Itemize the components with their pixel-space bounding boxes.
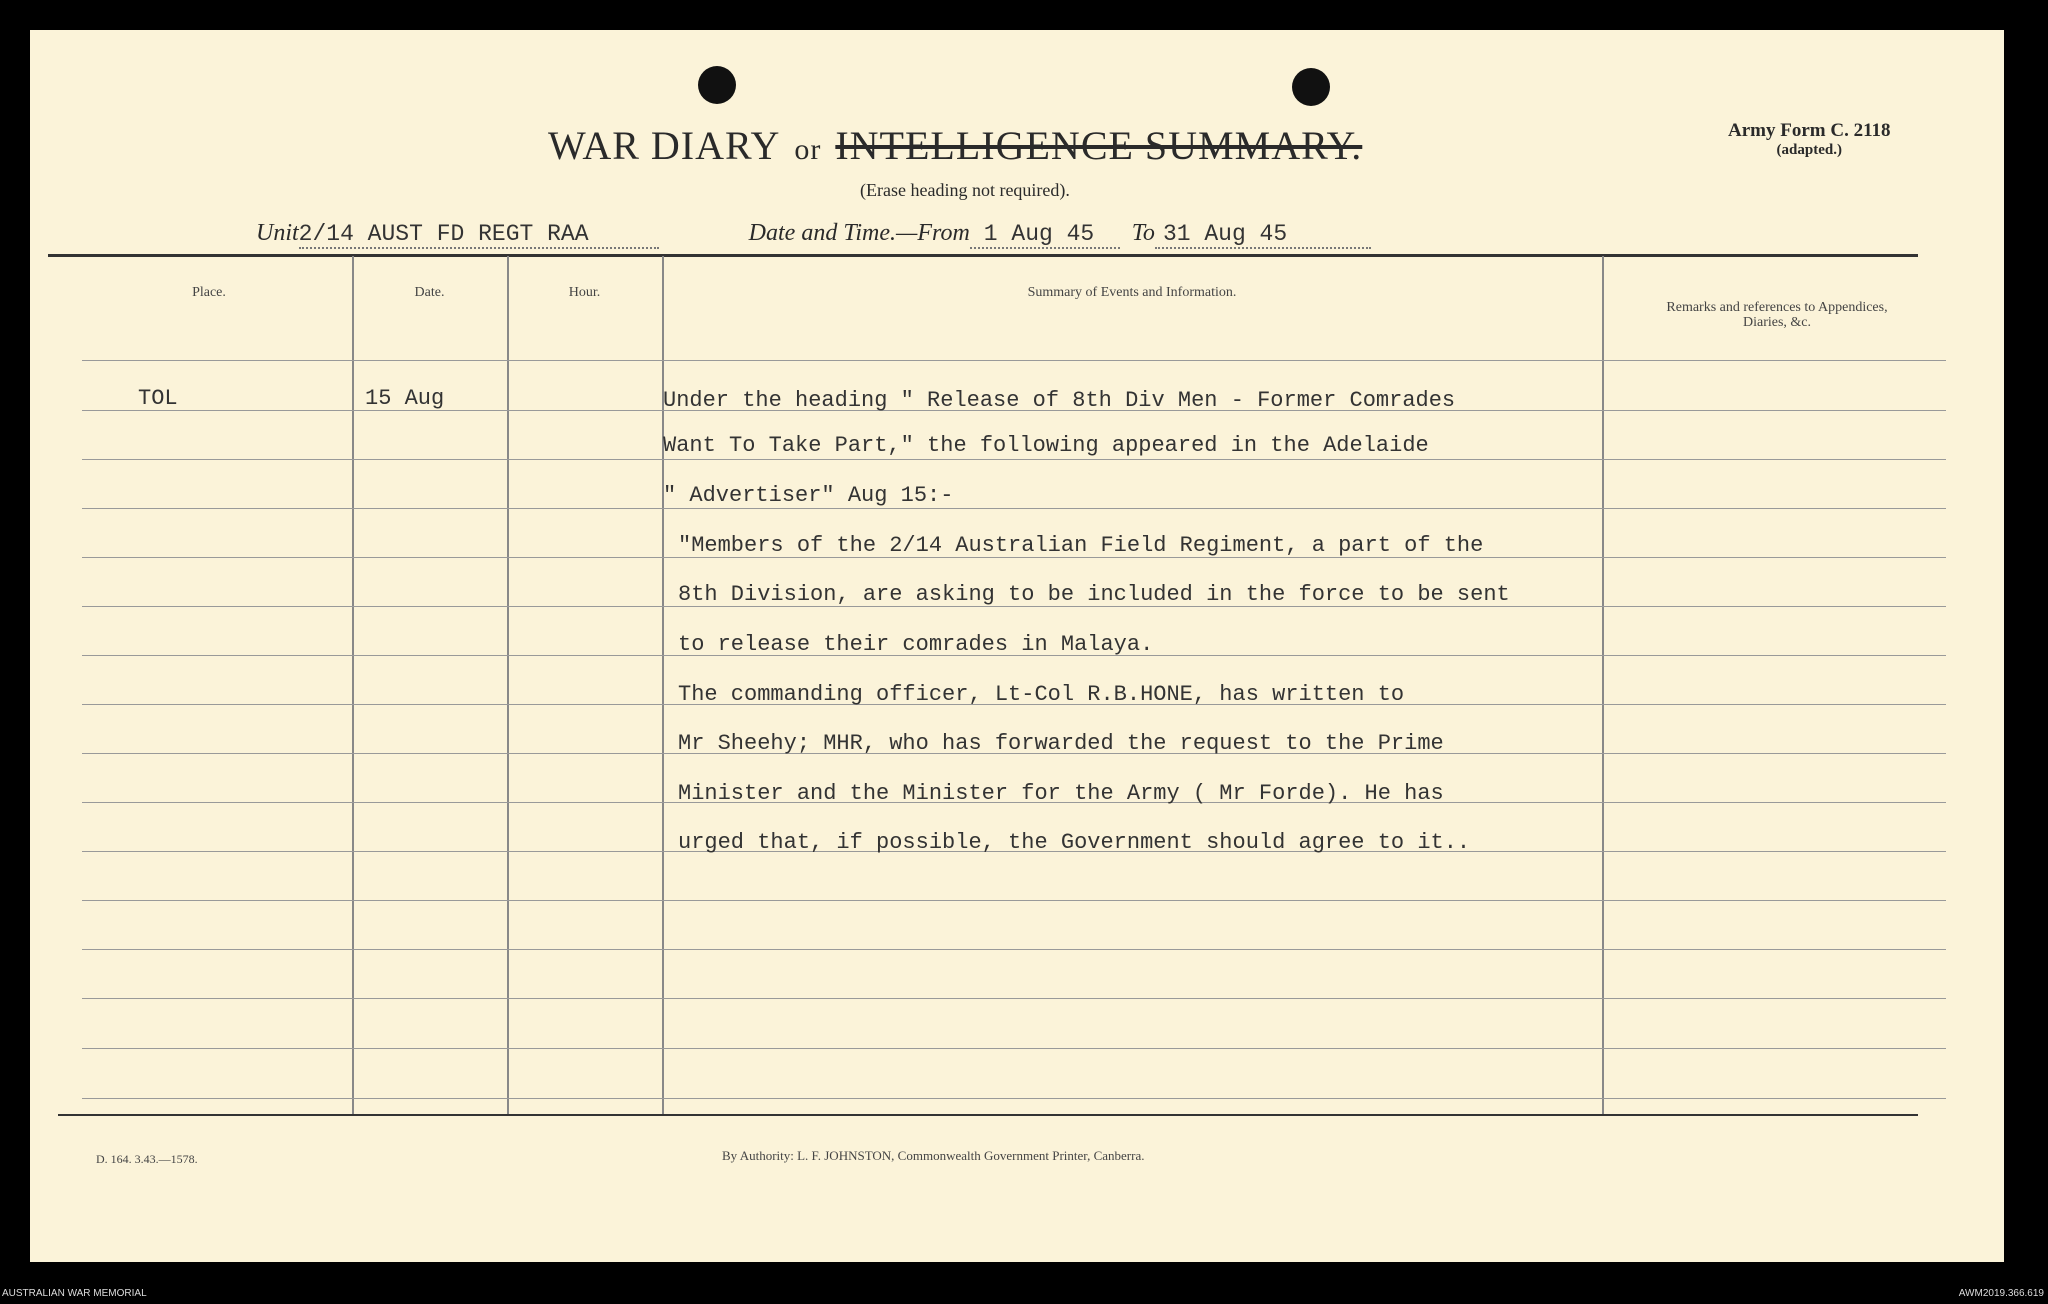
column-header-place: Place. [192, 285, 226, 300]
column-header-summary: Summary of Events and Information. [1027, 285, 1237, 300]
army-form-number: Army Form C. 2118 [1728, 120, 1891, 141]
document-title [548, 122, 1362, 169]
summary-line: 8th Division, are asking to be included in the force to be sent [678, 582, 1510, 607]
table-bottom-rule [58, 1114, 1918, 1116]
entry-date: 15 Aug [365, 386, 445, 411]
form-code: D. 164. 3.43.—1578. [96, 1152, 198, 1166]
erase-note: (Erase heading not required). [860, 180, 1070, 200]
summary-line: " Advertiser" Aug 15:- [663, 483, 954, 508]
entry-place: TOL [138, 386, 178, 411]
column-divider [1602, 256, 1604, 1114]
column-divider [507, 256, 509, 1114]
table-top-rule [48, 254, 1918, 257]
caption-right: AWM2019.366.619 [1958, 1288, 2044, 1299]
unit-date-line [256, 220, 1371, 249]
table-rule-line [82, 998, 1946, 999]
title-war-diary: WAR DIARY [548, 123, 781, 168]
column-divider [662, 256, 664, 1114]
punch-hole-right [1292, 68, 1330, 106]
title-or: or [794, 133, 822, 166]
column-header-date: Date. [414, 285, 445, 300]
table-rule-line [82, 949, 1946, 950]
column-divider [352, 256, 354, 1114]
army-form-adapted: (adapted.) [1776, 141, 1842, 158]
summary-line: Mr Sheehy; MHR, who has forwarded the request to the Prime [678, 731, 1444, 756]
title-struck-heading: INTELLIGENCE SUMMARY. [835, 123, 1363, 168]
column-header-remarks: Remarks and references to Appendices, Diaries, &c. [1666, 300, 1888, 331]
summary-line: "Members of the 2/14 Australian Field Regiment, a part of the [678, 533, 1484, 558]
from-field [970, 220, 1120, 249]
table-rule-line [82, 900, 1946, 901]
punch-hole-left [698, 66, 736, 104]
army-form-label [1728, 120, 1891, 159]
from-value: 1 Aug 45 [983, 221, 1095, 247]
summary-line: Want To Take Part," the following appeared in the Adelaide [663, 433, 1429, 458]
summary-line: to release their comrades in Malaya. [678, 632, 1154, 657]
table-rule-line [82, 1098, 1946, 1099]
summary-line: Minister and the Minister for the Army ( Mr Forde). He has [678, 781, 1444, 806]
summary-line: urged that, if possible, the Government should agree to it.. [678, 830, 1471, 855]
unit-label: Unit [256, 220, 299, 246]
table-rule-line [82, 459, 1946, 460]
table-rule-line [82, 508, 1946, 509]
to-field [1155, 220, 1371, 249]
date-label: Date and Time.—From [748, 220, 970, 246]
summary-line: The commanding officer, Lt-Col R.B.HONE, has written to [678, 682, 1405, 707]
printer-authority: By Authority: L. F. JOHNSTON, Commonwealth Government Printer, Canberra. [722, 1148, 1145, 1163]
column-header-hour: Hour. [568, 285, 601, 300]
to-label: To [1131, 220, 1155, 246]
caption-left: AUSTRALIAN WAR MEMORIAL [2, 1288, 147, 1299]
unit-value: 2/14 AUST FD REGT RAA [298, 221, 589, 247]
table-rule-line [82, 1048, 1946, 1049]
table-rule-line [82, 360, 1946, 361]
unit-field [299, 220, 659, 249]
summary-line: Under the heading " Release of 8th Div Men - Former Comrades [663, 388, 1456, 413]
to-value: 31 Aug 45 [1162, 221, 1288, 247]
